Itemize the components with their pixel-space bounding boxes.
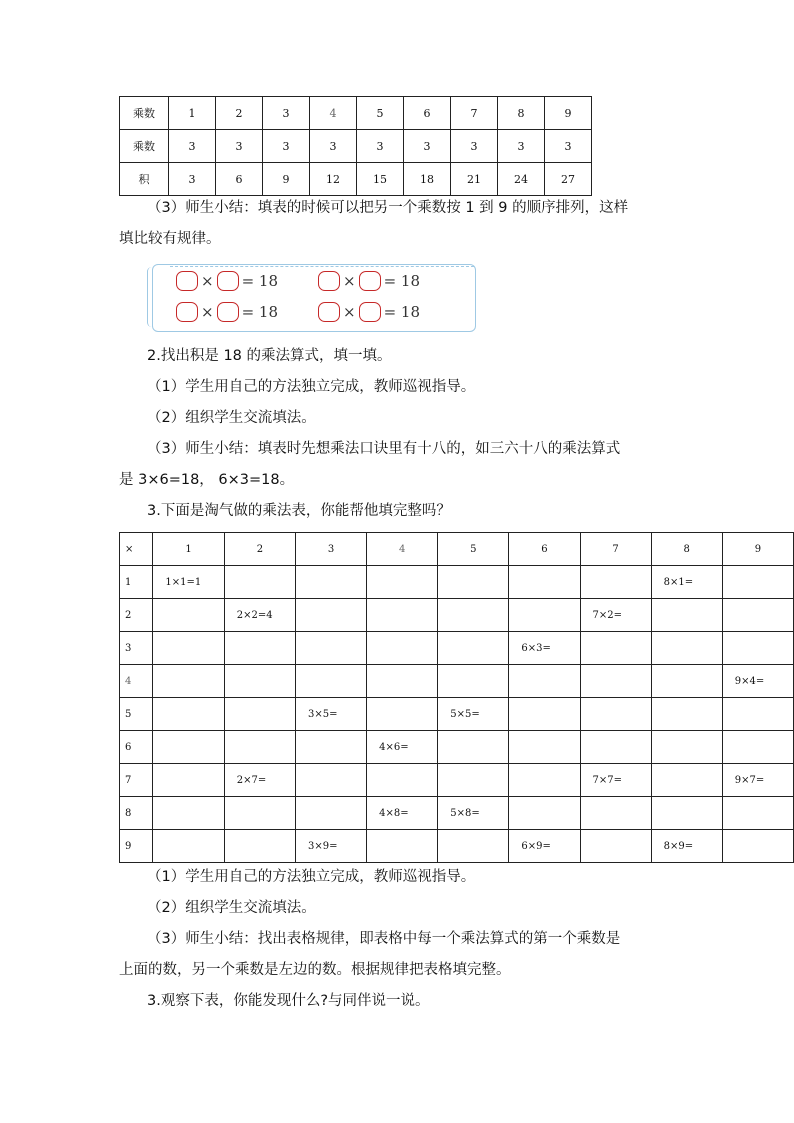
table-cell: 6: [404, 97, 451, 130]
equation-3: × = 18: [176, 302, 281, 322]
table-cell[interactable]: 8×1=: [651, 566, 722, 599]
multiplication-table: [119, 532, 794, 863]
table-cell[interactable]: [367, 599, 438, 632]
row-header-cell: 8: [120, 797, 153, 830]
table-cell[interactable]: [153, 599, 224, 632]
multiplier-table: [119, 96, 592, 196]
table-cell[interactable]: [367, 698, 438, 731]
table-cell[interactable]: [224, 665, 295, 698]
table-cell[interactable]: 7×7=: [580, 764, 651, 797]
table-cell[interactable]: [296, 764, 367, 797]
table-cell[interactable]: [580, 830, 651, 863]
table-cell[interactable]: [509, 797, 580, 830]
table-cell: 3: [498, 130, 545, 163]
table-cell: 1: [169, 97, 216, 130]
table-cell: 3: [545, 130, 592, 163]
table-cell: 12: [310, 163, 357, 196]
table-cell[interactable]: [153, 830, 224, 863]
table-cell[interactable]: [367, 665, 438, 698]
table-row: [120, 797, 794, 830]
table-cell[interactable]: [296, 665, 367, 698]
section2-step1: （1）学生用自己的方法独立完成，教师巡视指导。: [147, 379, 476, 395]
table-row: [120, 698, 794, 731]
header-cell: 2: [224, 533, 295, 566]
table-cell: 9: [263, 163, 310, 196]
table-cell[interactable]: [722, 731, 793, 764]
row-header-cell: 7: [120, 764, 153, 797]
equation-1: × = 18: [176, 271, 281, 291]
table-cell: 3: [310, 130, 357, 163]
table-cell: 3: [263, 97, 310, 130]
row-header-cell: 9: [120, 830, 153, 863]
equation-2: × = 18: [318, 271, 423, 291]
table-cell[interactable]: [651, 599, 722, 632]
table-cell: 21: [451, 163, 498, 196]
table-cell[interactable]: 4×8=: [367, 797, 438, 830]
row-header-cell: 2: [120, 599, 153, 632]
table-cell[interactable]: 3×9=: [296, 830, 367, 863]
table-row: [120, 566, 794, 599]
header-cell: 5: [438, 533, 509, 566]
table-cell[interactable]: 4×6=: [367, 731, 438, 764]
table-cell[interactable]: [580, 731, 651, 764]
table-cell[interactable]: [509, 731, 580, 764]
table-cell[interactable]: [438, 830, 509, 863]
table-row: [120, 764, 794, 797]
section2-step3a: （3）师生小结：填表时先想乘法口诀里有十八的，如三六十八的乘法算式: [147, 441, 621, 457]
table-row: [120, 665, 794, 698]
table-cell: 5: [357, 97, 404, 130]
table-cell: 3: [404, 130, 451, 163]
table-cell[interactable]: [438, 566, 509, 599]
table-cell: 9: [545, 97, 592, 130]
header-cell: 6: [509, 533, 580, 566]
table-cell: 3: [357, 130, 404, 163]
header-cell: ×: [120, 533, 153, 566]
table-cell[interactable]: [438, 665, 509, 698]
blank-box[interactable]: [176, 271, 198, 291]
table-cell[interactable]: [296, 797, 367, 830]
table-cell: 3: [216, 130, 263, 163]
table-cell[interactable]: [153, 665, 224, 698]
table-cell[interactable]: 1×1=1: [153, 566, 224, 599]
table-cell[interactable]: [651, 764, 722, 797]
table-cell[interactable]: [296, 599, 367, 632]
section2-title: 2.找出积是 18 的乘法算式，填一填。: [147, 348, 392, 364]
section3b-step1: （1）学生用自己的方法独立完成，教师巡视指导。: [147, 869, 476, 885]
table-cell[interactable]: [580, 665, 651, 698]
table-cell[interactable]: [438, 599, 509, 632]
table-cell: 3: [451, 130, 498, 163]
table-row: [120, 130, 592, 163]
table-cell[interactable]: [296, 632, 367, 665]
table-cell: 6: [216, 163, 263, 196]
blank-box[interactable]: [217, 302, 239, 322]
row-header-cell: 6: [120, 731, 153, 764]
table-cell[interactable]: [153, 698, 224, 731]
row-header-cell: 积: [120, 163, 169, 196]
table-cell[interactable]: [509, 698, 580, 731]
table-cell[interactable]: 7×2=: [580, 599, 651, 632]
row-header-cell: 3: [120, 632, 153, 665]
table-cell[interactable]: 5×8=: [438, 797, 509, 830]
table-cell[interactable]: 9×4=: [722, 665, 793, 698]
table-row: [120, 163, 592, 196]
blank-box[interactable]: [176, 302, 198, 322]
table-row: [120, 830, 794, 863]
table-cell[interactable]: [722, 698, 793, 731]
table-cell[interactable]: [367, 830, 438, 863]
table-cell[interactable]: [438, 764, 509, 797]
row-header-cell: 乘数: [120, 97, 169, 130]
table-cell[interactable]: [509, 665, 580, 698]
blank-box[interactable]: [217, 271, 239, 291]
table-row: [120, 632, 794, 665]
row-header-cell: 乘数: [120, 130, 169, 163]
row-header-cell: 4: [120, 665, 153, 698]
table-cell[interactable]: [367, 566, 438, 599]
table-cell[interactable]: [367, 632, 438, 665]
table-cell[interactable]: 6×9=: [509, 830, 580, 863]
section2-step3b: 是 3×6=18， 6×3=18。: [119, 472, 295, 488]
table-cell: 24: [498, 163, 545, 196]
header-cell: 7: [580, 533, 651, 566]
header-cell: 3: [296, 533, 367, 566]
table-cell[interactable]: [722, 632, 793, 665]
equation-4: × = 18: [318, 302, 423, 322]
table-cell[interactable]: [153, 764, 224, 797]
table-cell[interactable]: [509, 599, 580, 632]
table-cell[interactable]: [438, 632, 509, 665]
table-cell[interactable]: [722, 797, 793, 830]
table-cell: 18: [404, 163, 451, 196]
table-cell[interactable]: 8×9=: [651, 830, 722, 863]
table-cell[interactable]: [153, 731, 224, 764]
table-cell[interactable]: [224, 566, 295, 599]
table-cell: 7: [451, 97, 498, 130]
table-cell[interactable]: [509, 764, 580, 797]
table-cell: 4: [310, 97, 357, 130]
row-header-cell: 5: [120, 698, 153, 731]
header-cell: 9: [722, 533, 793, 566]
table-cell[interactable]: [224, 632, 295, 665]
table-cell[interactable]: [153, 797, 224, 830]
header-cell: 1: [153, 533, 224, 566]
table-cell[interactable]: 5×5=: [438, 698, 509, 731]
table-cell: 2: [216, 97, 263, 130]
table-cell: 15: [357, 163, 404, 196]
summary-line-2: 填比较有规律。: [119, 231, 221, 247]
section3b-step3b: 上面的数，另一个乘数是左边的数。根据规律把表格填完整。: [119, 962, 511, 978]
table-cell: 3: [169, 163, 216, 196]
table-cell[interactable]: [296, 566, 367, 599]
table-cell: 3: [169, 130, 216, 163]
table-cell[interactable]: 3×5=: [296, 698, 367, 731]
header-row: [120, 533, 794, 566]
table-cell[interactable]: 2×2=4: [224, 599, 295, 632]
table-cell[interactable]: [722, 830, 793, 863]
table-row: [120, 97, 592, 130]
blank-box[interactable]: [318, 271, 340, 291]
table-cell[interactable]: [367, 764, 438, 797]
table-cell[interactable]: [722, 566, 793, 599]
table-cell[interactable]: [580, 797, 651, 830]
header-cell: 4: [367, 533, 438, 566]
row-header-cell: 1: [120, 566, 153, 599]
table-cell[interactable]: [296, 731, 367, 764]
table-cell[interactable]: [224, 797, 295, 830]
table-cell[interactable]: [509, 566, 580, 599]
table-cell[interactable]: [438, 731, 509, 764]
header-cell: 8: [651, 533, 722, 566]
table-cell[interactable]: [580, 632, 651, 665]
section3b-step3a: （3）师生小结：找出表格规律，即表格中每一个乘法算式的第一个乘数是: [147, 931, 621, 947]
table-cell[interactable]: [651, 665, 722, 698]
table-cell[interactable]: [153, 632, 224, 665]
blank-box[interactable]: [359, 302, 381, 322]
table-cell[interactable]: [580, 698, 651, 731]
table-cell[interactable]: 9×7=: [722, 764, 793, 797]
table-cell[interactable]: [651, 797, 722, 830]
table-cell[interactable]: [224, 731, 295, 764]
table-cell[interactable]: [580, 566, 651, 599]
table-cell[interactable]: 2×7=: [224, 764, 295, 797]
table-cell: 3: [263, 130, 310, 163]
table-cell[interactable]: [651, 731, 722, 764]
table-cell[interactable]: [651, 632, 722, 665]
summary-line-1: （3）师生小结：填表的时候可以把另一个乘数按 1 到 9 的顺序排列，这样: [147, 200, 629, 216]
section4-title: 3.观察下表，你能发现什么?与同伴说一说。: [147, 993, 430, 1009]
table-row: [120, 599, 794, 632]
table-cell[interactable]: 6×3=: [509, 632, 580, 665]
blank-box[interactable]: [318, 302, 340, 322]
section3-title: 3.下面是淘气做的乘法表，你能帮他填完整吗？: [147, 503, 451, 519]
section3b-step2: （2）组织学生交流填法。: [147, 900, 316, 916]
blank-box[interactable]: [359, 271, 381, 291]
table-cell[interactable]: [224, 698, 295, 731]
table-row: [120, 731, 794, 764]
table-cell[interactable]: [722, 599, 793, 632]
table-cell[interactable]: [651, 698, 722, 731]
section2-step2: （2）组织学生交流填法。: [147, 410, 316, 426]
table-cell: 27: [545, 163, 592, 196]
table-cell[interactable]: [224, 830, 295, 863]
table-cell: 8: [498, 97, 545, 130]
